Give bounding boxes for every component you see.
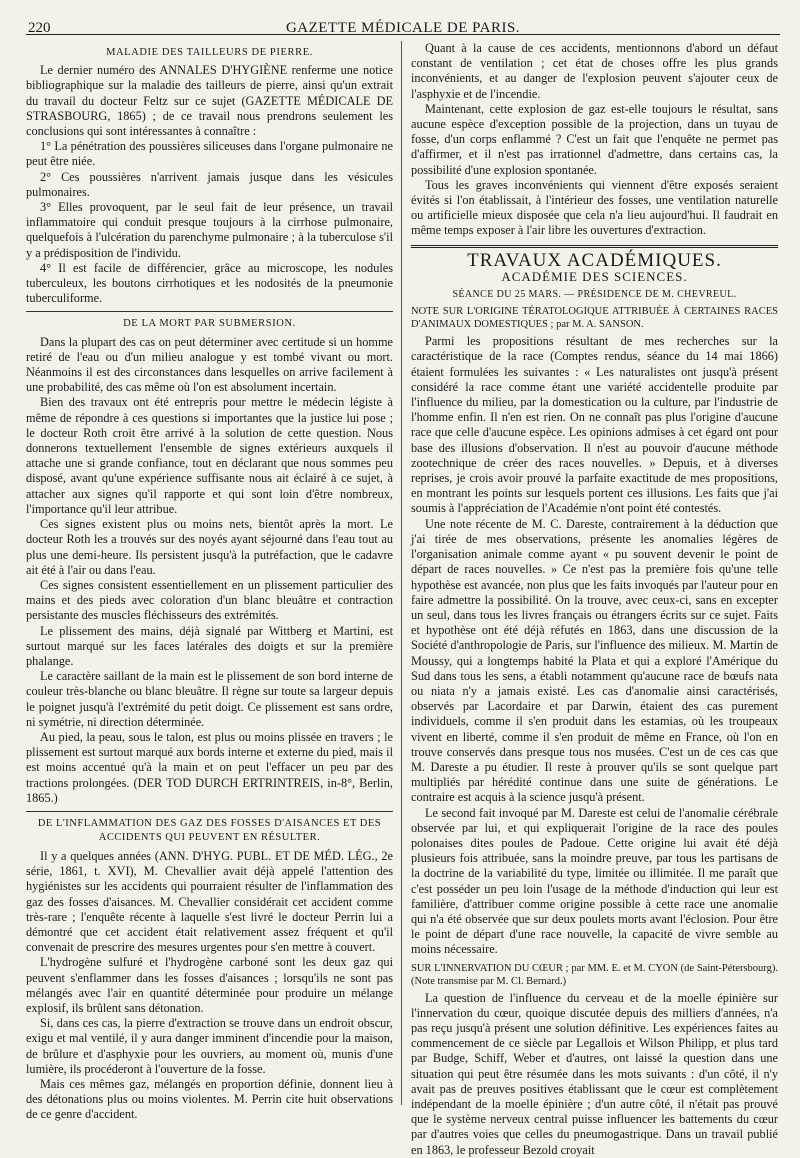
paragraph: Ces signes existent plus ou moins nets, bientôt après la mort. Le docteur Roth les a trouvés sur des noyés ayant séjourné dans l'eau tout au plus une demi-heure. Ils persistent jusqu'à la putréfaction, que le cadavre ait été à l'air ou dans l'eau.	[26, 517, 393, 577]
paragraph: Ces signes consistent essentiellement en un plissement particulier des mains et des pieds avec coloration d'un blanc bleuâtre et contraction persistante des muscles fléchisseurs des extrémités.	[26, 577, 393, 623]
paragraph: Bien des travaux ont été entrepris pour mettre le médecin légiste à même de répondre à ces questions si importantes que la justice lui pose ; le docteur Roth croit être arrivé à la solution de cette question. Nous donnerons textuellement l'ensemble de signes extérieurs auxquels il attache une si grande confiance, tout en déclarant que nous sommes peu disposé, avant qu'une expérience suffisante nous ait éclairé à ce sujet, à attacher aux signes qu'il rapporte et qui sont loin d'être nombreux, l'importance qu'il leur attribue.	[26, 395, 393, 516]
paragraph: Parmi les propositions résultant de mes recherches sur la caractéristique de la race (Comptes rendus, séance du 14 mai 1866) étaient formulées les suivantes : « Les naturalistes ont jusqu'à présent considéré la race comme étant une variété accidentelle produite par l'influence du milieu, par la domestication ou la culture, par l'industrie de l'homme enfin. Il n'en est rien. On ne connaît pas plus l'origine d'aucune race que celle d'aucune espèce. Les opinions admises à cet égard ont pour base des illusions d'observation. Il n'est au pouvoir d'aucune méthode zootechnique de créer des races nouvelles. » Depuis, et à diverses reprises, je crois avoir prouvé la parfaite exactitude de mes propositions, en montrant les points sur lesquels portent ces illusions. Les faits que j'ai soumis à l'appréciation de l'Académie n'ont point été contestés.	[411, 334, 778, 516]
paragraph: Une note récente de M. C. Dareste, contrairement à la déduction que j'ai tirée de mes observations, présente les anomalies légères de l'organisation animale comme ayant « pu souvent devenir le point de départ de races nouvelles. » Ce n'est pas la première fois qu'une telle hypothèse est avancée, non plus que les faits invoqués par l'auteur pour en faire admettre la possibilité. On la trouve, avec ceux-ci, sans en excepter un seul, dans tous les livres français ou étrangers écrits sur ce sujet. Faits et hypothèse ont été déjà réfutés en 1863, dans une discussion de la Société d'anthropologie de Paris, sur l'influence des milieux. M. Martin de Moussy, qui a longtemps habité la Plata et qui a exploré l'Amérique du Sud dans tous les sens, a établi notamment qu'aucune race de bœufs nata ou niata n'y a jamais existé. Les cas d'anomalie ainsi caractérisés, observés par Lacordaire et par Darwin, étaient des cas purement individuels, comme il s'en produit dans les estamias, où les troupeaux vivent en liberté, comme il s'en produit de même en France, où l'on en trouve conservés dans presque tous nos musées. C'est un de ces cas que M. Dareste a pu étudier. Il reste à prouver qu'ils se sont quelque part multipliés par hérédité continue dans une suite de générations. Le contraire est acquis à la science jusqu'à présent.	[411, 516, 778, 805]
note-title-cyon: SUR L'INNERVATION DU CŒUR ; par MM. E. et M. CYON (de Saint-Pétersbourg). (Note transmise par M. Cl. Bernard.)	[411, 962, 778, 987]
section-title-tailleurs: MALADIE DES TAILLEURS DE PIERRE.	[106, 47, 313, 58]
running-title: GAZETTE MÉDICALE DE PARIS.	[285, 20, 521, 36]
section-title-fosses: DE L'INFLAMMATION DES GAZ DES FOSSES D'AISANCES ET DES ACCIDENTS QUI PEUVENT EN RÉSULTER.	[37, 817, 382, 843]
paragraph: Le plissement des mains, déjà signalé par Wittberg et Martini, est surtout marqué sur les faces latérales des doigts et sur la première phalange.	[26, 623, 393, 668]
right-column	[402, 41, 778, 1157]
seance-line: SÉANCE DU 25 MARS. — PRÉSIDENCE DE M. CHEVREUL.	[452, 289, 737, 301]
left-column	[26, 41, 402, 1122]
subsection-title-academie: ACADÉMIE DES SCIENCES.	[501, 268, 688, 284]
paragraph: Le second fait invoqué par M. Dareste est celui de l'anomalie cérébrale observée par lui, et qui expliquerait l'origine de la race des poules polonaises dites poules de Padoue. Cette origine lui avait été déjà plusieurs fois attribuée, sans la moindre preuve, par tous les partisans de la doctrine de la variabilité du type, limitée ou illimitée. Il me paraît que c'est posséder un peu loin l'usage de la méthode d'induction qui leur est familière, d'attribuer comme origine possible à cette race une anomalie qui n'a été observée que sur deux poulets morts avant l'éclosion. Pour être le point de départ d'une race nouvelle, la capacité de vivre semble au moins nécessaire.	[411, 805, 778, 957]
section-divider	[26, 311, 393, 312]
page-number: 220	[28, 20, 51, 36]
conclusion-item: 2° Ces poussières n'arrivent jamais jusque dans les vésicules pulmonaires.	[26, 169, 393, 199]
page-header	[26, 8, 780, 35]
paragraph: Le caractère saillant de la main est le plissement de son bord interne de couleur très-blanche ou blanc bleuâtre. Il règne sur toute sa largeur depuis le poignet jusqu'à l'extrémité du petit doigt. Ce plissement est sans ordre, ni symétrie, ni direction déterminée.	[26, 669, 393, 729]
paragraph: Maintenant, cette explosion de gaz est-elle toujours le résultat, sans aucune espèce d'exception possible de la projection, dans un tuyau de fosse, d'un corps enflammé ? C'est un fait que l'enquête ne permet pas d'affirmer, et il n'est pas irrationnel d'admettre, dans certains cas, la possibilité d'une explosion spontanée.	[411, 101, 778, 177]
paragraph: Quant à la cause de ces accidents, mentionnons d'abord un défaut constant de ventilation ; cet état de choses offre les plus grands inconvénients, et au danger de l'explosion peuvent s'ajouter ceux de l'asphyxie et de l'incendie.	[411, 41, 778, 101]
note-title-sanson: NOTE SUR L'ORIGINE TÉRATOLOGIQUE ATTRIBUÉE À CERTAINES RACES D'ANIMAUX DOMESTIQUES ; par M. A. SANSON.	[411, 306, 778, 331]
conclusion-item: 1° La pénétration des poussières siliceuses dans l'organe pulmonaire ne peut être niée.	[26, 139, 393, 169]
paragraph: L'hydrogène sulfuré et l'hydrogène carboné sont les deux gaz qui peuvent s'enflammer dans les fosses d'aisances ; lorsqu'ils ne sont pas mélangés avec l'air en quantité déterminée pour produire un mélange explosif, ils brûlent sans détonation.	[26, 955, 393, 1015]
section-title-submersion: DE LA MORT PAR SUBMERSION.	[123, 318, 296, 330]
paragraph: Au pied, la peau, sous le talon, est plus ou moins plissée en travers ; le plissement est surtout marqué aux bords interne et externe du pied, mais il est moins accentué qu'à la main et on peut l'effacer un peu par des tractions prolongées. (DER TOD DURCH ERTRINTREIS, in-8°, Berlin, 1865.)	[26, 729, 393, 805]
section-divider	[26, 811, 393, 812]
paragraph: Le dernier numéro des ANNALES D'HYGIÈNE renferme une notice bibliographique sur la maladie des tailleurs de pierre, ainsi qu'un extrait du travail du docteur Feltz sur ce sujet (GAZETTE MÉDICALE DE STRASBOURG, 1865) ; de ce travail nous prendrons seulement les conclusions qui sont intéressantes à connaître :	[26, 63, 393, 139]
paragraph: La question de l'influence du cerveau et de la moelle épinière sur l'innervation du cœur, quoique discutée depuis des milliers d'années, n'a pas reçu jusqu'à présent une solution définitive. Les expériences faites au commencement de ce siècle par Legallois et Wilson Philipp, et plus tard par Budge, Schiff, Weber et d'autres, ont laissé la question dans une situation qui peut être résumée dans les mots suivants : d'un côté, il n'y avait pas de preuves positives établissant que le cœur est complètement indépendant de la moelle épinière ; d'un autre côté, il n'était pas prouvé que le système nerveux central puisse influencer les battements du cœur par d'autres voies que celles du pneumogastrique. Dans un travail publié en 1863, le professeur Bezold croyait	[411, 990, 778, 1157]
paragraph: Il y a quelques années (ANN. D'HYG. PUBL. ET DE MÉD. LÉG., 2e série, 1861, t. XVI), M. Chevallier avait déjà appelé l'attention des hygiénistes sur les accidents qui pourraient résulter de l'inflammation des gaz des fosses d'aisances. M. Chevallier considérait cet accident comme très-rare ; l'enquête récente à laquelle s'est livré le docteur Perrin lui a démontré que cet accident était relativement assez fréquent et qu'il convenait de prescrire des mesures urgentes pour s'en mettre à couvert.	[26, 848, 393, 955]
conclusion-item: 4° Il est facile de différencier, grâce au microscope, les nodules tuberculeux, les boutons cirrhotiques et les nodosités de la pneumonie tuberculiforme.	[26, 260, 393, 306]
paragraph: Tous les graves inconvénients qui viennent d'être exposés seraient évités si l'on établissait, à l'intérieur des fosses, une ventilation naturelle ou artificielle mieux disposée que cela n'a lieu aujourd'hui. Il faudrait en même temps exposer à l'air libre les ouvertures d'extraction.	[411, 177, 778, 238]
two-column-body	[26, 41, 780, 1157]
section-title-travaux: TRAVAUX ACADÉMIQUES.	[467, 249, 722, 271]
conclusion-item: 3° Elles provoquent, par le seul fait de leur présence, un travail inflammatoire qui conduit presque toujours à la cirrhose pulmonaire, quelquefois à l'ulcération du parenchyme pulmonaire ; à la tuberculose s'il y a prédisposition de l'individu.	[26, 200, 393, 260]
paragraph: Mais ces mêmes gaz, mélangés en proportion définie, donnent lieu à des détonations plus ou moins violentes. M. Perrin cite huit observations de ce genre d'accident.	[26, 1077, 393, 1122]
section-divider	[411, 245, 778, 248]
paragraph: Dans la plupart des cas on peut déterminer avec certitude si un homme retiré de l'eau ou d'un milieu analogue y est tombé vivant ou mort. Néanmoins il est des circonstances dans lesquelles on arrive facilement à une probabilité, des cas même où l'on est absolument incertain.	[26, 334, 393, 395]
paragraph: Si, dans ces cas, la pierre d'extraction se trouve dans un endroit obscur, exigu et mal ventilé, il y aura danger imminent d'incendie pour la maison, de brûlure et d'asphyxie pour les ouvriers, au moment où, munis d'une lumière, ils procéderont à l'ouverture de la fosse.	[26, 1016, 393, 1076]
